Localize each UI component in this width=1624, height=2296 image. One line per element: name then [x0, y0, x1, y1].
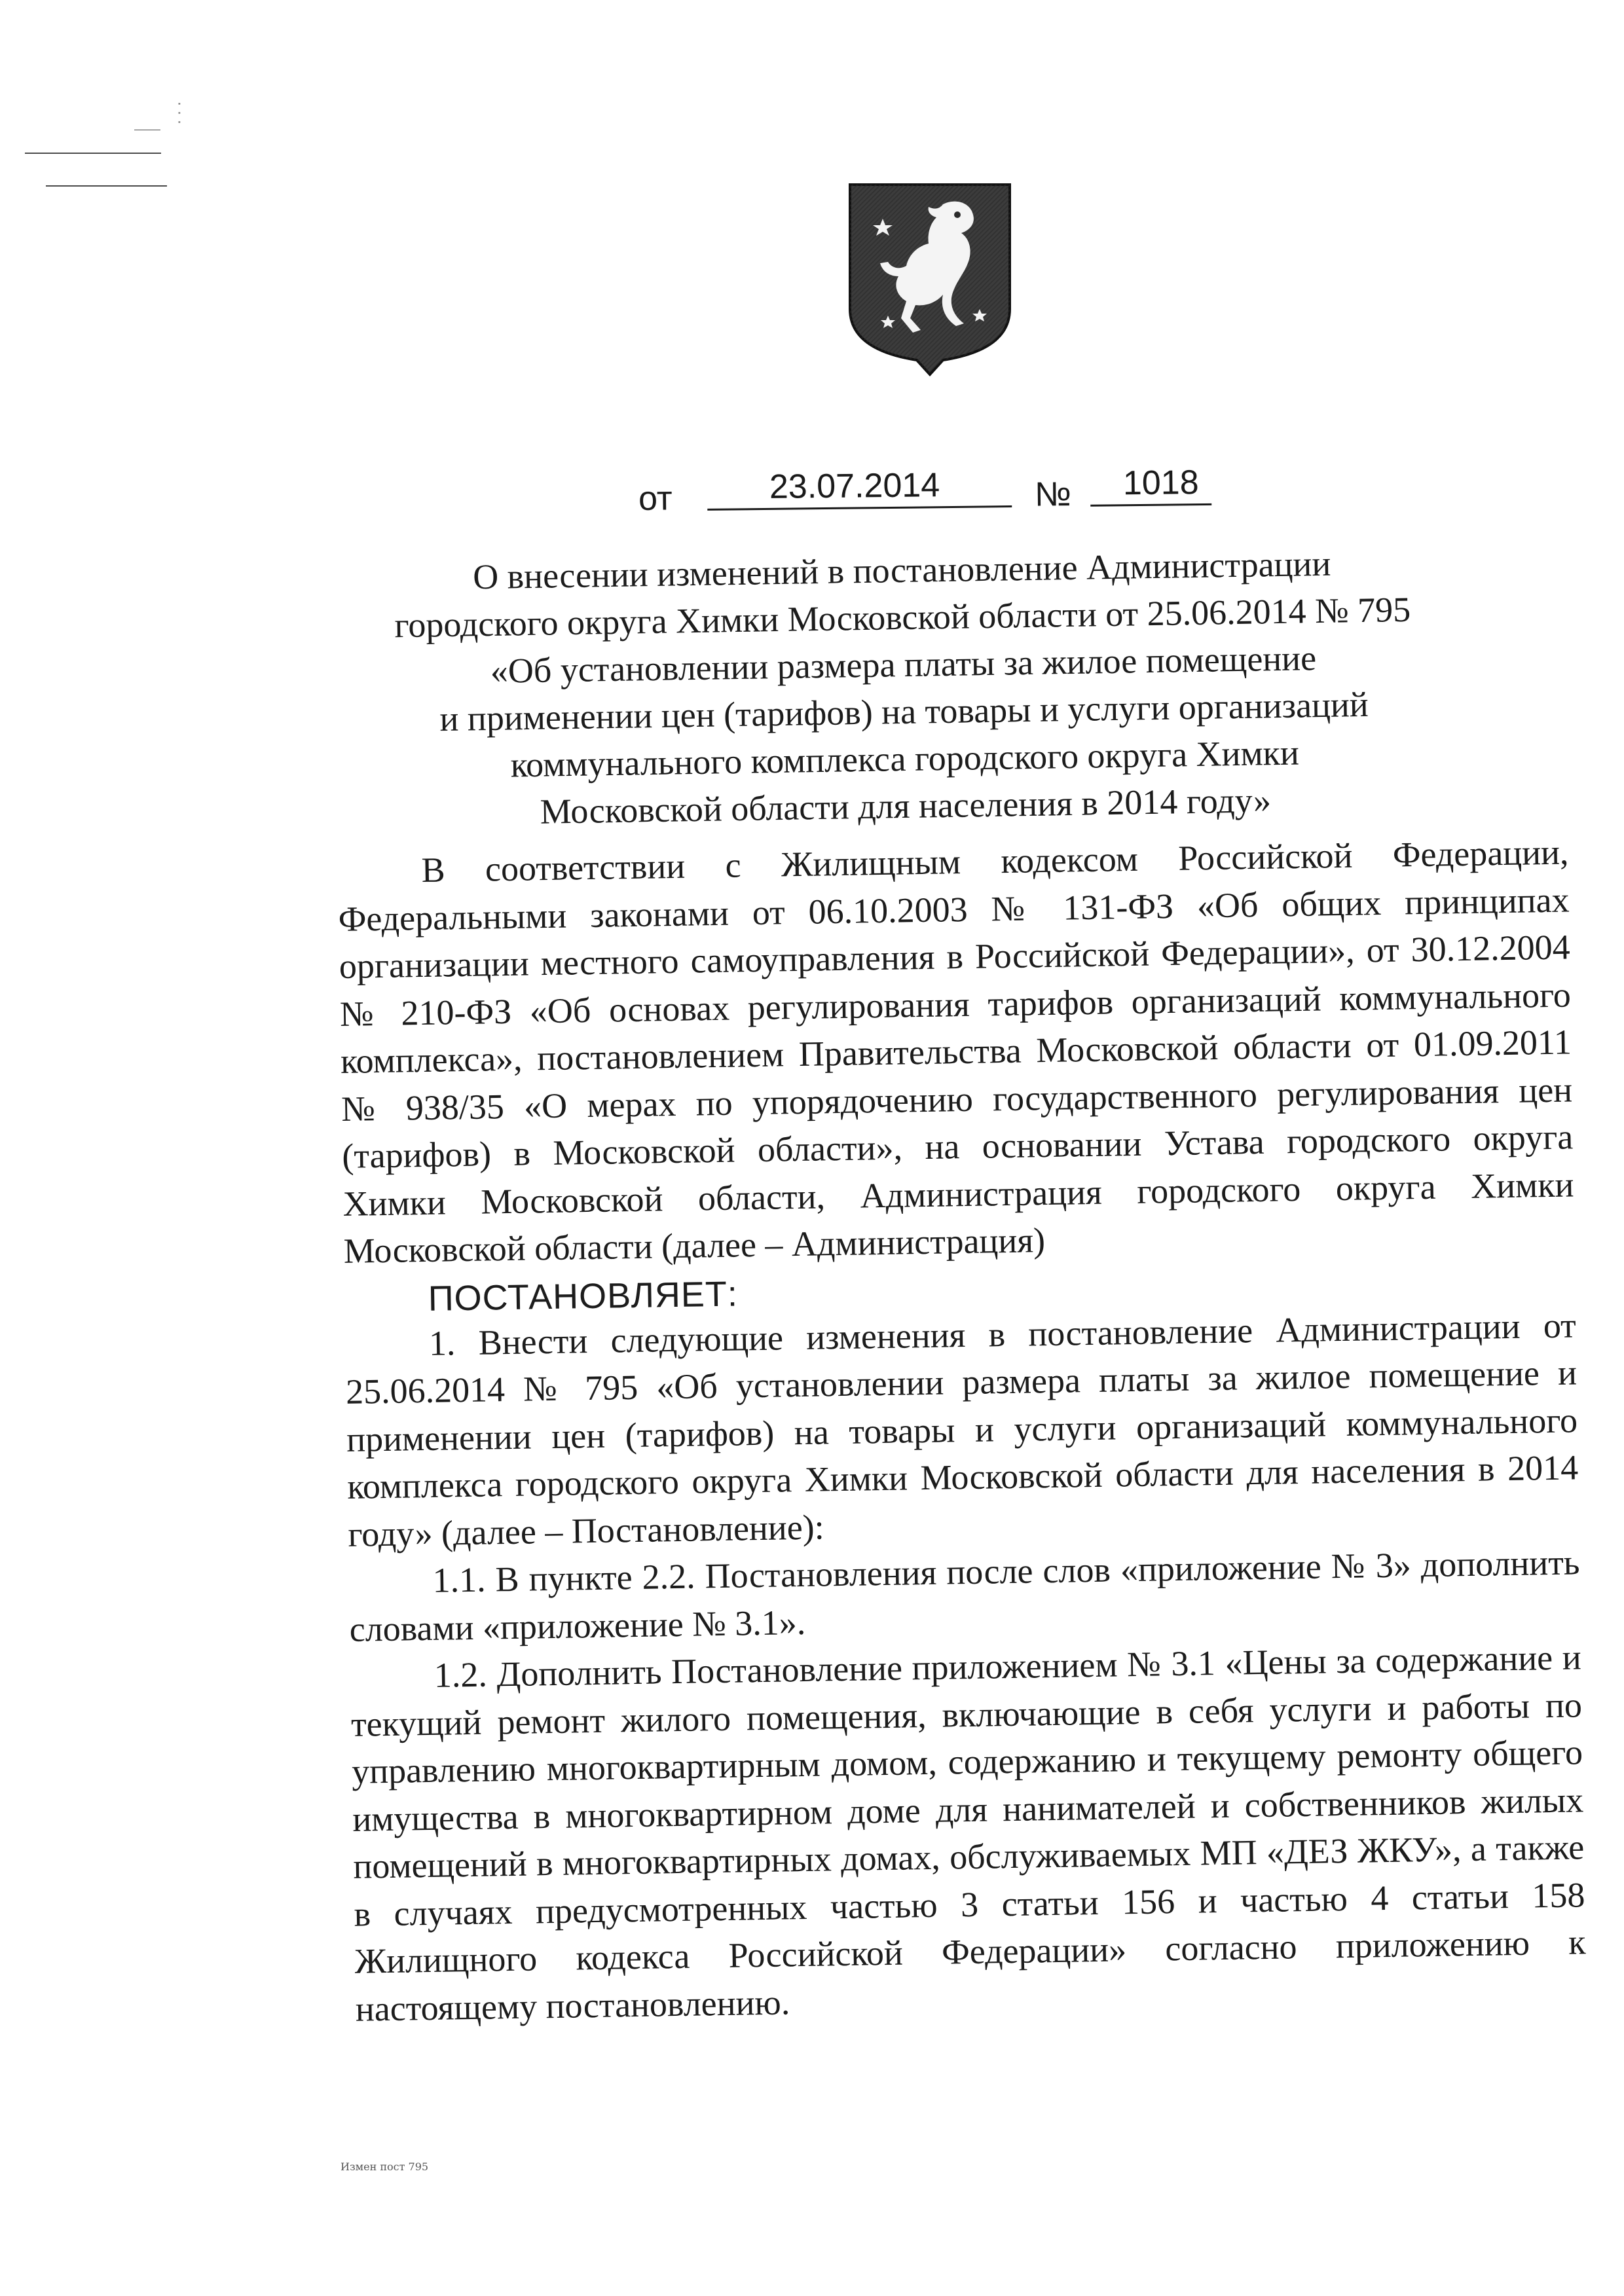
document-number: 1018: [1122, 464, 1199, 503]
coat-of-arms-icon: [845, 178, 1015, 378]
file-note: Измен пост 795: [341, 2160, 429, 2173]
title-line: коммунального комплекса городского округа Химки: [510, 733, 1300, 785]
preamble-paragraph: В соответствии с Жилищным кодексом Российской Федерации, Федеральными законами от 06.10.2003 № 131-ФЗ «Об общих принципах организации местного самоуправления в Российской Федерации», от 30.12.2004 № 210-ФЗ «Об основах регулирования тарифов организаций коммунального комплекса», постановлением Правительства Московской области от 01.09.2011 № 938/35 «О мерах по упорядочению государственного регулирования цен (тарифов) в Московской области», на основании Устава городского округа Химки Московской области, Администрация городского округа Химки Московской области (далее – Администрация): [338, 832, 1574, 1271]
number-underline: [1090, 503, 1211, 507]
decree-heading: ПОСТАНОВЛЯЕТ:: [428, 1273, 739, 1319]
document-title: [345, 538, 1463, 839]
number-sign: №: [1034, 475, 1072, 514]
date-underline: [707, 505, 1012, 511]
title-line: «Об установлении размера платы за жилое помещение: [490, 638, 1317, 691]
document-body: [337, 828, 1587, 2032]
title-line: Московской области для населения в 2014 году»: [540, 780, 1272, 831]
scan-mark-line: [25, 153, 161, 154]
item-1-1-paragraph: 1.1. В пункте 2.2. Постановления после слов «приложение № 3» дополнить словами «приложение № 3.1».: [349, 1542, 1580, 1649]
title-line: О внесении изменений в постановление Администрации: [472, 543, 1331, 597]
title-line: городского округа Химки Московской области от 25.06.2014 № 795: [394, 589, 1411, 646]
scan-mark-dots: · · ·: [170, 101, 187, 124]
date-prefix: от: [638, 479, 673, 518]
item-1-paragraph: 1. Внести следующие изменения в постановление Администрации от 25.06.2014 № 795 «Об установлении размера платы за жилое помещение и применении цен (тарифов) на товары и услуги организаций коммунального комплекса городского округа Химки Московской области для населения в 2014 году» (далее – Постановление):: [345, 1305, 1579, 1554]
document-date-number: [638, 464, 1199, 519]
title-line: и применении цен (тарифов) на товары и услуги организаций: [439, 684, 1369, 739]
item-1-2-paragraph: 1.2. Дополнить Постановление приложением № 3.1 «Цены за содержание и текущий ремонт жилого помещения, включающие в себя услуги и работы по управлению многоквартирным домом, содержанию и текущему ремонту общего имущества в многоквартирном доме для нанимателей и собственников жилых помещений в многоквартирных домах, обслуживаемых МП «ДЕЗ ЖКУ», а также в случаях предусмотренных частью 3 статьи 156 и частью 4 статьи 158 Жилищного кодекса Российской Федерации» согласно приложению к настоящему постановлению.: [350, 1637, 1586, 2029]
scan-mark-line: [46, 185, 167, 187]
document-date: 23.07.2014: [769, 466, 940, 506]
